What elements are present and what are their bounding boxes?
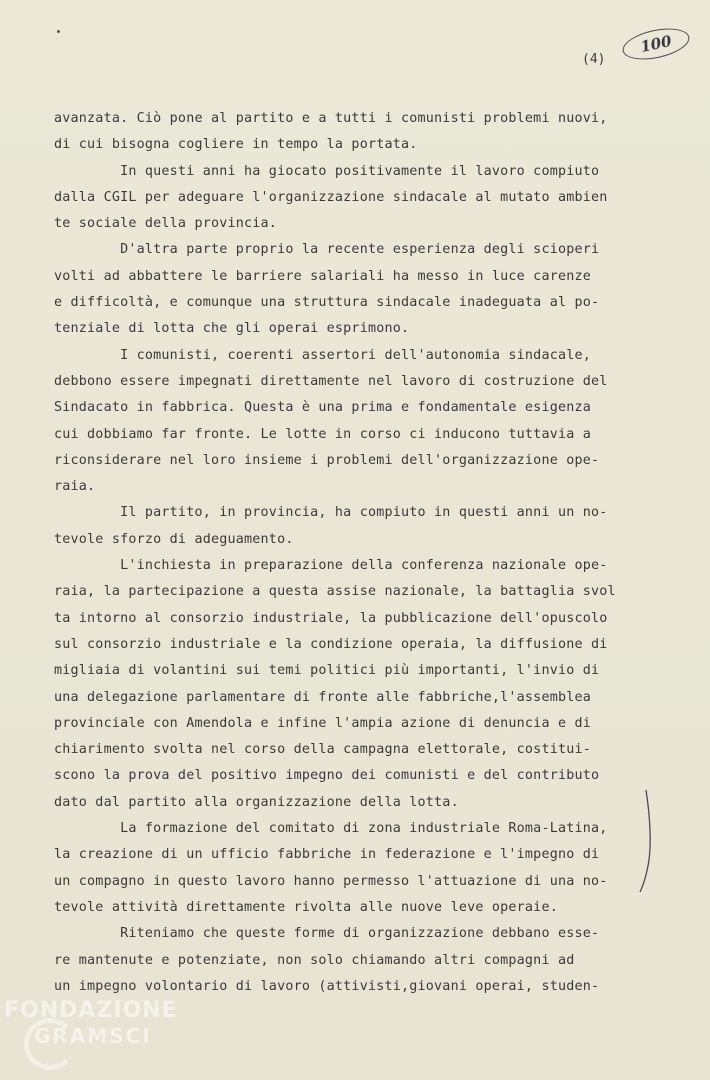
ink-speck bbox=[57, 30, 60, 33]
text-line: Il partito, in provincia, ha compiuto in questi anni un no- bbox=[54, 505, 608, 521]
text-line: raia. bbox=[54, 479, 96, 495]
watermark-line2-text: GRAMSCI bbox=[34, 1024, 152, 1048]
text-line: scono la prova del positivo impegno dei comunisti e del contributo bbox=[54, 768, 600, 784]
text-line: riconsiderare nel loro insieme i problemi dell'organizzazione ope- bbox=[54, 452, 600, 468]
archive-stamp-circle: 100 bbox=[620, 23, 692, 65]
text-line: L'inchiesta in preparazione della conferenza nazionale ope- bbox=[54, 558, 608, 574]
text-line: te sociale della provincia. bbox=[54, 216, 278, 232]
text-line: tevole sforzo di adeguamento. bbox=[54, 531, 294, 547]
text-line: I comunisti, coerenti assertori dell'autonomia sindacale, bbox=[54, 347, 592, 363]
text-line: un impegno volontario di lavoro (attivisti,giovani operai, studen- bbox=[54, 978, 600, 994]
text-line: dalla CGIL per adeguare l'organizzazione sindacale al mutato ambien bbox=[54, 189, 608, 205]
text-line: la creazione di un ufficio fabbriche in federazione e l'impegno di bbox=[54, 847, 600, 863]
text-line: migliaia di volantini sui temi politici più importanti, l'invio di bbox=[54, 663, 600, 679]
text-line: una delegazione parlamentare di fronte alle fabbriche,l'assemblea bbox=[54, 689, 592, 705]
watermark-logo-icon bbox=[24, 1018, 76, 1070]
text-line: provinciale con Amendola e infine l'ampia azione di denuncia e di bbox=[54, 715, 592, 731]
text-line: ta intorno al consorzio industriale, la pubblicazione dell'opuscolo bbox=[54, 610, 608, 626]
text-line: volti ad abbattere le barriere salariali ha messo in luce carenze bbox=[54, 268, 592, 284]
text-line: raia, la partecipazione a questa assise nazionale, la battaglia svol bbox=[54, 584, 616, 600]
text-line: In questi anni ha giocato positivamente il lavoro compiuto bbox=[54, 163, 600, 179]
text-line: tevole attività direttamente rivolta alle nuove leve operaie. bbox=[54, 899, 558, 915]
text-line: La formazione del comitato di zona industriale Roma-Latina, bbox=[54, 821, 608, 837]
watermark bbox=[4, 1000, 178, 1046]
text-line: Sindacato in fabbrica. Questa è una prima e fondamentale esigenza bbox=[54, 400, 592, 416]
typewritten-body bbox=[54, 106, 626, 1000]
text-line: sul consorzio industriale e la condizione operaia, la diffusione di bbox=[54, 636, 608, 652]
text-line: D'altra parte proprio la recente esperienza degli scioperi bbox=[54, 242, 600, 258]
text-line: cui dobbiamo far fronte. Le lotte in corso ci inducono tuttavia a bbox=[54, 426, 592, 442]
text-line: avanzata. Ciò pone al partito e a tutti i comunisti problemi nuovi, bbox=[54, 111, 608, 126]
text-line: debbono essere impegnati direttamente nel lavoro di costruzione del bbox=[54, 373, 608, 389]
text-line: un compagno in questo lavoro hanno permesso l'attuazione di una no- bbox=[54, 873, 608, 889]
text-line: Riteniamo che queste forme di organizzazione debbano esse- bbox=[54, 926, 600, 942]
text-line: dato dal partito alla organizzazione della lotta. bbox=[54, 794, 459, 810]
watermark-line2 bbox=[34, 1026, 178, 1046]
watermark-line1: FONDAZIONE bbox=[4, 998, 178, 1023]
margin-bracket-mark bbox=[636, 786, 656, 896]
text-line: chiarimento svolta nel corso della campagna elettorale, costitui- bbox=[54, 742, 592, 758]
text-line: tenziale di lotta che gli operai esprimono. bbox=[54, 321, 410, 337]
text-line: di cui bisogna cogliere in tempo la portata. bbox=[54, 137, 418, 153]
text-line: e difficoltà, e comunque una struttura sindacale inadeguata al po- bbox=[54, 295, 600, 311]
text-line: re mantenute e potenziate, non solo chiamando altri compagni ad bbox=[54, 952, 575, 968]
page-number: (4) bbox=[582, 52, 606, 67]
